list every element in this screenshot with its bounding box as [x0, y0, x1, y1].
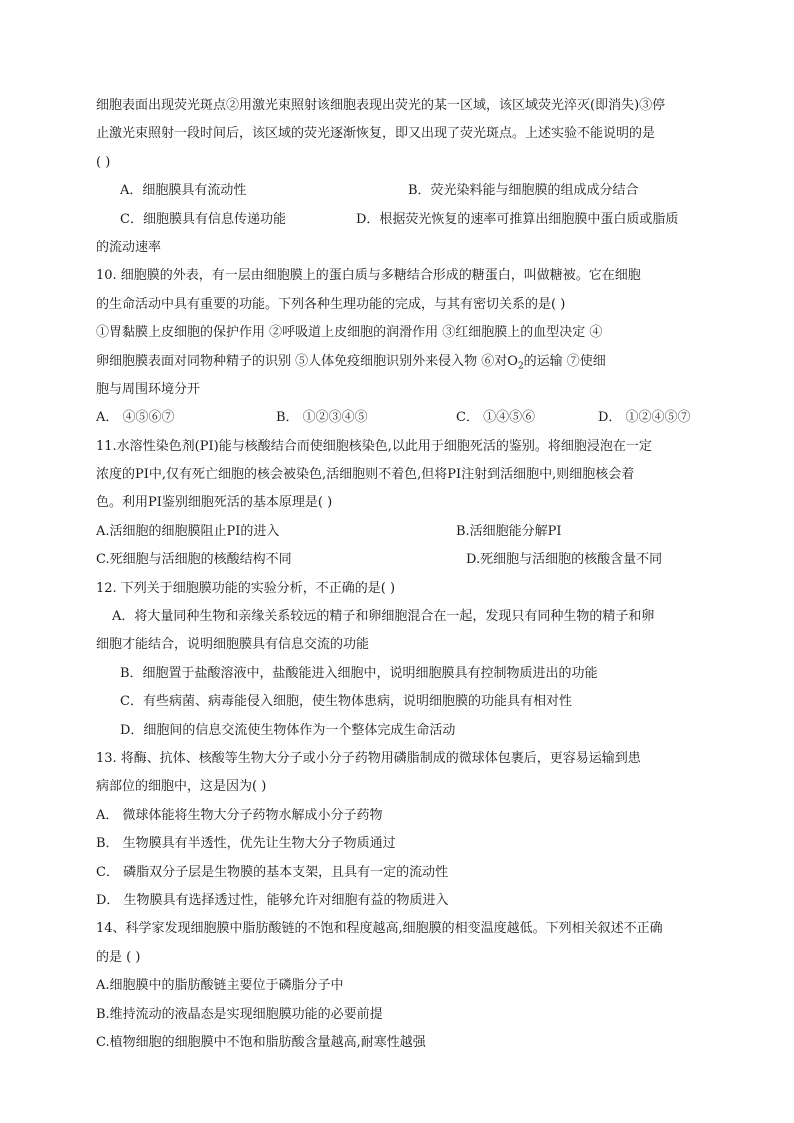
q14-line-2: 的是 ( )	[96, 949, 141, 965]
q9-paren: ( )	[96, 154, 111, 170]
q10-line-4a: 卵细胞膜表面对同物种精子的识别 ⑤人体免疫细胞识别外来侵入物 ⑥对O	[96, 353, 518, 369]
q12-option-d: D．细胞间的信息交流使生物体作为一个整体完成生命活动	[120, 722, 456, 738]
q10-line-3: ①胃黏膜上皮细胞的保护作用 ②呼吸道上皮细胞的润滑作用 ③红细胞膜上的血型决定 ④	[96, 325, 603, 341]
q13-option-c: C． 磷脂双分子层是生物膜的基本支架，且具有一定的流动性	[96, 864, 449, 880]
q13-line-2: 病部位的细胞中，这是因为( )	[96, 779, 267, 795]
q9-options-cd	[96, 206, 700, 234]
q9-option-d-cont: 的流动速率	[96, 239, 162, 255]
q10-oxygen-subscript: 2	[517, 361, 524, 372]
q12-option-c: C．有些病菌、病毒能侵入细胞，使生物体患病，说明细胞膜的功能具有相对性	[120, 694, 572, 710]
q14-line-1: 14、科学家发现细胞膜中脂肪酸链的不饱和程度越高,细胞膜的相变温度越低。下列相关叙述不正确	[96, 921, 663, 937]
q9-option-b: B．荧光染料能与细胞膜的组成成分结合	[408, 183, 639, 199]
q14-option-b: B.维持流动的液晶态是实现细胞膜功能的必要前提	[96, 1006, 383, 1022]
q12-line-1: 12. 下列关于细胞膜功能的实验分析，不正确的是( )	[96, 580, 396, 596]
q10-line-2: 的生命活动中具有重要的功能。下列各种生理功能的完成，与其有密切关系的是( )	[96, 296, 566, 312]
q10-option-c: C． ①④⑤⑥	[456, 410, 536, 426]
q11-options-ab	[96, 518, 700, 546]
q12-option-a-cont: 细胞才能结合，说明细胞膜具有信息交流的功能	[96, 637, 370, 653]
q13-option-b: B． 生物膜具有半透性，优先让生物大分子物质通过	[96, 836, 396, 852]
q10-option-d: D． ①②④⑤⑦	[598, 410, 691, 426]
q11-options-cd	[96, 546, 700, 574]
q10-line-5: 胞与周围环境分开	[96, 381, 201, 397]
q13-option-a: A． 微球体能将生物大分子药物水解成小分子药物	[96, 807, 383, 823]
q9-line-1: 细胞表面出现荧光斑点②用激光束照射该细胞表现出荧光的某一区域，该区域荧光淬灭(即消失)③停	[96, 98, 666, 113]
q13-option-d: D． 生物膜具有选择透过性，能够允许对细胞有益的物质进入	[96, 892, 449, 908]
q11-option-a: A.活细胞的细胞膜阻止PI的进入	[96, 523, 280, 539]
q10-line-1: 10. 细胞膜的外表，有一层由细胞膜上的蛋白质与多糖结合形成的糖蛋白，叫做糖被。它在细胞	[96, 268, 641, 284]
q9-option-a: A．细胞膜具有流动性	[120, 183, 247, 199]
q10-option-a: A． ④⑤⑥⑦	[96, 410, 175, 426]
q9-options-ab	[96, 177, 700, 205]
q12-option-b: B．细胞置于盐酸溶液中，盐酸能进入细胞中，说明细胞膜具有控制物质进出的功能	[120, 665, 598, 681]
q11-line-2: 浓度的PI中,仅有死亡细胞的核会被染色,活细胞则不着色,但将PI注射到活细胞中,则细胞核会着	[96, 467, 635, 483]
q10-line-4	[96, 348, 700, 376]
q10-line-4b: 的运输 ⑦使细	[523, 353, 606, 369]
q10-option-b: B． ①②③④⑤	[276, 410, 368, 426]
q9-option-c: C．细胞膜具有信息传递功能	[120, 211, 286, 227]
q9-line-2: 止激光束照射一段时间后，该区域的荧光逐渐恢复，即又出现了荧光斑点。上述实验不能说明的是	[96, 126, 656, 142]
q11-line-3: 色。利用PI鉴别细胞死活的基本原理是( )	[96, 495, 333, 511]
q12-option-a: A．将大量同种生物和亲缘关系较远的精子和卵细胞混合在一起，发现只有同种生物的精子和卵	[112, 609, 655, 625]
q14-option-c: C.植物细胞的细胞膜中不饱和脂肪酸含量越高,耐寒性越强	[96, 1034, 426, 1050]
q11-option-b: B.活细胞能分解PI	[456, 523, 562, 539]
document-page	[96, 92, 700, 1057]
q11-option-d: D.死细胞与活细胞的核酸含量不同	[466, 552, 663, 568]
q11-option-c: C.死细胞与活细胞的核酸结构不同	[96, 552, 292, 568]
q10-options	[96, 404, 700, 432]
q11-line-1: 11.水溶性染色剂(PI)能与核酸结合而使细胞核染色,以此用于细胞死活的鉴别。将细胞浸泡在一定	[96, 438, 652, 454]
q9-option-d: D．根据荧光恢复的速率可推算出细胞膜中蛋白质或脂质	[356, 211, 679, 227]
q14-option-a: A.细胞膜中的脂肪酸链主要位于磷脂分子中	[96, 978, 344, 994]
q13-line-1: 13. 将酶、抗体、核酸等生物大分子或小分子药物用磷脂制成的微球体包裹后，更容易运输到患	[96, 750, 641, 766]
